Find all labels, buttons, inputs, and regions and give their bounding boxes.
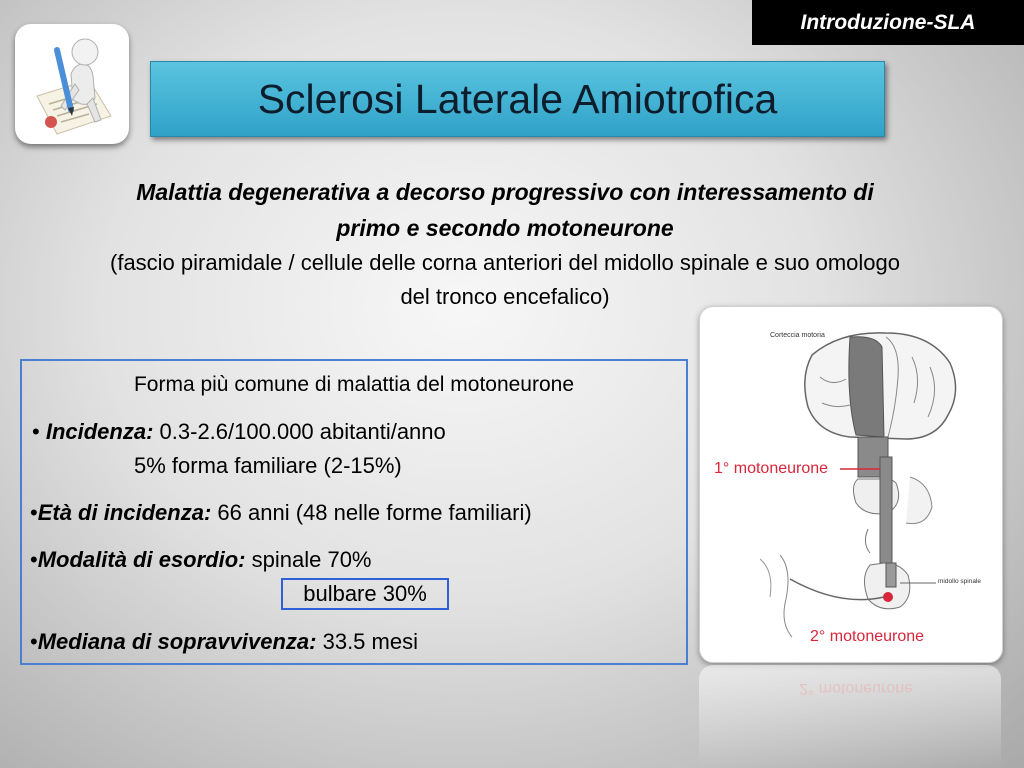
slide-title: Sclerosi Laterale Amiotrofica xyxy=(150,61,885,137)
section-tag: Introduzione-SLA xyxy=(752,0,1024,45)
bullet: • xyxy=(30,547,38,572)
label-cortex: Corteccia motoria xyxy=(770,332,825,339)
label-upper-motor-neuron: 1° motoneurone xyxy=(714,460,829,477)
intro-lead-line-1: Malattia degenerativa a decorso progressivo con interessamento di xyxy=(136,179,874,205)
label-lower-motor-neuron: 2° motoneurone xyxy=(810,628,925,645)
mediana-value: 33.5 mesi xyxy=(322,629,418,654)
person-writing-document-icon xyxy=(15,24,129,144)
mediana-label: Mediana di sopravvivenza: xyxy=(37,629,317,654)
reflection-text: 2° motoneurone xyxy=(799,680,914,697)
bullet: • xyxy=(30,500,38,525)
incidenza-label: Incidenza: xyxy=(45,419,154,444)
mediana-row xyxy=(30,629,418,655)
esordio-spinale: spinale 70% xyxy=(251,547,372,572)
brain-spinal-cord-illustration xyxy=(700,307,1002,662)
logo-tile xyxy=(15,24,129,144)
info-box xyxy=(20,359,688,665)
intro-paren-line-2: del tronco encefalico) xyxy=(400,284,610,309)
figure-reflection xyxy=(699,665,1001,768)
intro-paren-line-1: (fascio piramidale / cellule delle corna anteriori del midollo spinale e suo omologo xyxy=(110,250,900,275)
incidenza-value: 0.3-2.6/100.000 abitanti/anno xyxy=(159,419,446,444)
esordio-row xyxy=(30,547,372,573)
bullet: • xyxy=(32,419,40,444)
incidenza-familial: 5% forma familiare (2-15%) xyxy=(134,453,402,478)
esordio-label: Modalità di esordio: xyxy=(37,547,246,572)
intro-lead-line-2: primo e secondo motoneurone xyxy=(336,215,674,241)
esordio-bulbare-highlight: bulbare 30% xyxy=(281,578,449,610)
eta-value: 66 anni (48 nelle forme familiari) xyxy=(217,500,532,525)
incidenza-row xyxy=(32,419,446,445)
label-spinal-cord: midollo spinale xyxy=(938,578,981,585)
info-box-heading: Forma più comune di malattia del motoneurone xyxy=(133,373,575,396)
intro-text xyxy=(20,174,990,314)
eta-row xyxy=(30,500,532,526)
motor-neuron-diagram xyxy=(699,306,1003,663)
bullet: • xyxy=(30,629,38,654)
eta-label: Età di incidenza: xyxy=(37,500,212,525)
